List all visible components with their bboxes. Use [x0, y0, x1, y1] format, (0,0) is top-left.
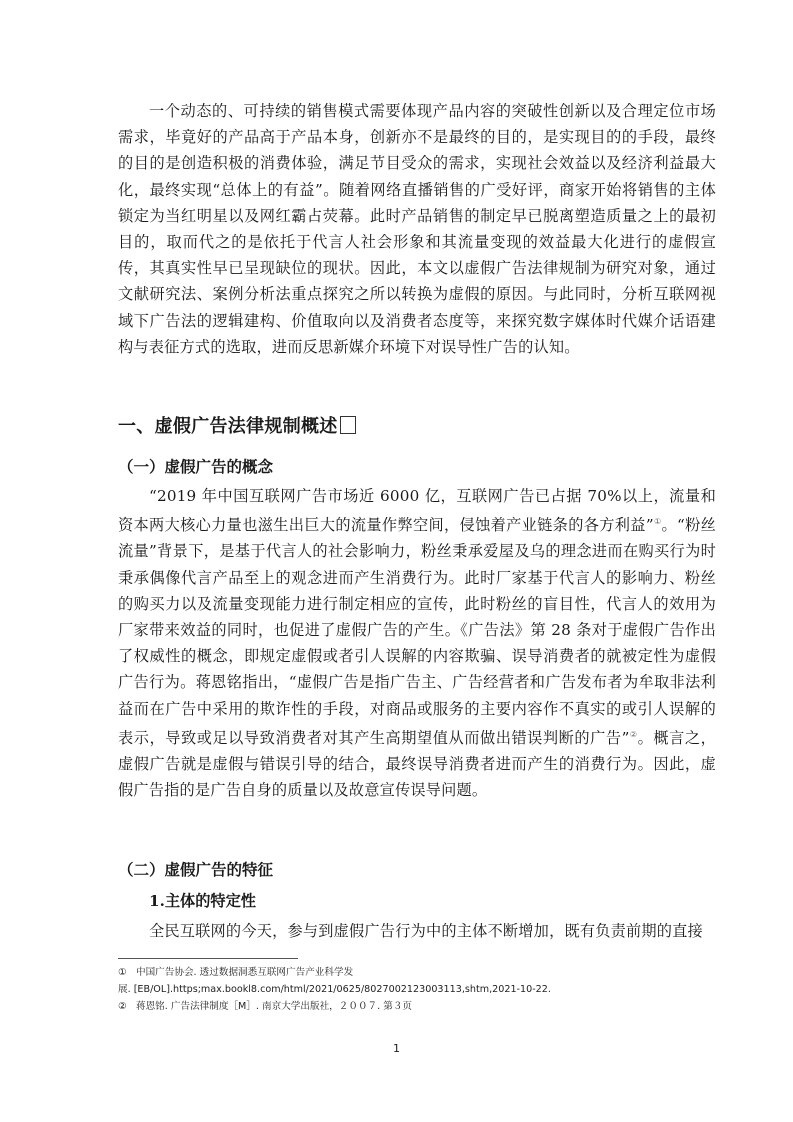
subsubsection-heading: 1.主体的特定性	[149, 892, 256, 910]
footnote-divider	[118, 958, 298, 959]
concept-text-part1: “2019 年中国互联网广告市场近 6000 亿，互联网广告已占据 70%以上，流量和资本两大核心力量也滋生出巨大的流量作弊空间，侵蚀着产业链条的各方利益”	[118, 487, 716, 535]
footnote-2-marker: ②	[118, 1001, 127, 1012]
page-number: 1	[393, 1042, 400, 1055]
subsection-heading-concept: （一）虚假广告的概念	[118, 458, 274, 476]
section-heading-text: 一、虚假广告法律规制概述	[118, 416, 338, 437]
intro-paragraph: 一个动态的、可持续的销售模式需要体现产品内容的突破性创新以及合理定位市场需求，毕竟好的产品高于产品本身，创新亦不是最终的目的，是实现目的的手段，最终的目的是创造积极的消费体验，满足节目受众的需求，实现社会效益以及经济利益最大化，最终实现“总体上的有益”。随着网络直播销售的广受好评，商家开始将销售的主体锁定为当红明星以及网红霸占荧幕。此时产品销售的制定早已脱离塑造质量之上的最初目的，取而代之的是依托于代言人社会形象和其流量变现的效益最大化进行的虚假宣传，其真实性早已呈现缺位的现状。因此，本文以虚假广告法律规制为研究对象，通过文献研究法、案例分析法重点探究之所以转换为虚假的原因。与此同时，分析互联网视域下广告法的逻辑建构、价值取向以及消费者态度等，来探究数字媒体时代媒介话语建构与表征方式的选取，进而反思新媒介环境下对误导性广告的认知。	[118, 102, 716, 356]
footnote-2	[118, 998, 718, 1015]
concept-text-part3: 。概言之，虚假广告就是虚假与错误引导的结合，最终误导消费者进而产生的消费行为。因此，虚假广告指的是广告自身的质量以及故意宣传误导问题。	[118, 728, 716, 800]
placeholder-box-icon	[340, 416, 356, 434]
footnote-2-text: 蒋恩铭. 广告法律制度［M］. 南京大学出版社，２００７. 第３页	[136, 1001, 413, 1012]
footnote-1-line2: 展. [EB/OL].https;max.bookl8.com/html/2021/0625/8027002123003113,shtm,2021-10-22.	[118, 984, 551, 995]
concept-paragraph	[118, 483, 716, 803]
concept-text-part2: 。“粉丝流量”背景下，是基于代言人的社会影响力，粉丝秉承爱屋及乌的理念进而在购买行为时秉承偶像代言产品至上的观念进而产生消费行为。此时厂家基于代言人的影响力、粉丝的购买力以及流量变现能力进行制定相应的宣传，此时粉丝的盲目性，代言人的效用为厂家带来效益的同时，也促进了虚假广告的产生。《广告法》第 28 条对于虚假广告作出了权威性的概念，即规定虚假或者引人误解的内容欺骗、误导消费者的就被定性为虚假广告行为。蒋恩铭指出，“虚假广告是指广告主、广告经营者和广告发布者为牟取非法利益而在广告中采用的欺诈性的手段，对商品或服务的主要内容作不真实的或引人误解的表示，导致或足以导致消费者对其产生高期望值从而做出错误判断的广告”	[118, 516, 717, 747]
section-heading	[118, 412, 356, 438]
footnote-1-line1: 中国广告协会. 透过数据洞悉互联网广告产业科学发	[136, 967, 354, 978]
footnote-ref-2[interactable]: ②	[629, 729, 638, 739]
features-paragraph: 全民互联网的今天，参与到虚假广告行为中的主体不断增加，既有负责前期的直接	[149, 922, 703, 940]
footnote-1	[118, 964, 718, 998]
subsection-heading-features: （二）虚假广告的特征	[118, 861, 274, 879]
footnote-1-marker: ①	[118, 967, 127, 978]
footnote-ref-1[interactable]: ①	[653, 517, 662, 527]
